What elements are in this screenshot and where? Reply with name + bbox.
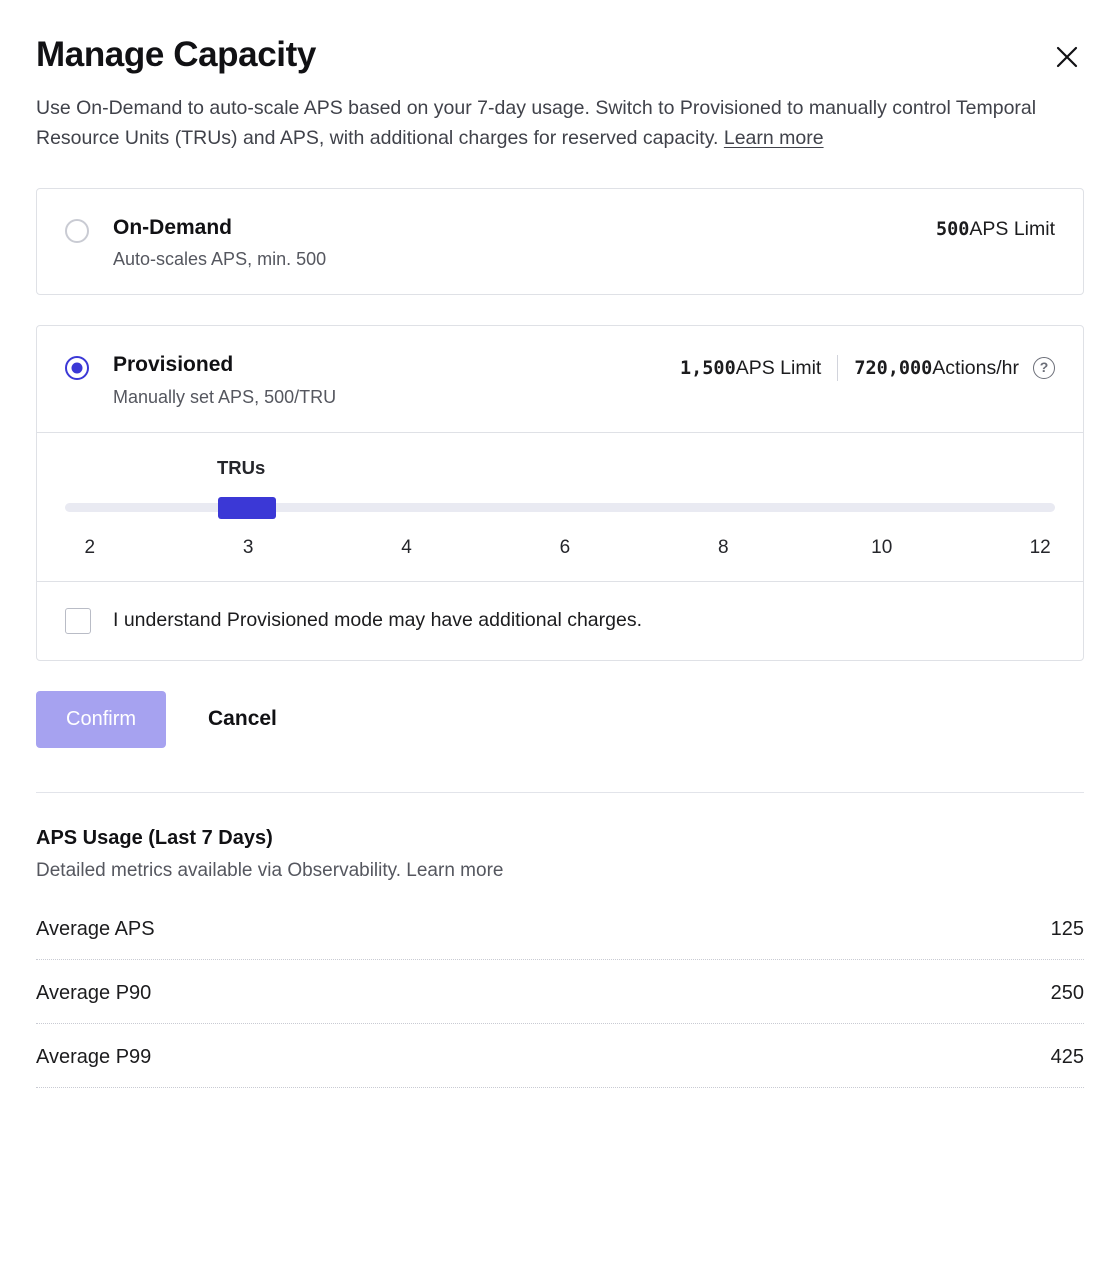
question-mark-icon[interactable]: ?: [1033, 357, 1055, 379]
learn-more-link[interactable]: Learn more: [723, 127, 824, 150]
acknowledge-row[interactable]: [37, 581, 1083, 660]
on-demand-limit-value: 500: [935, 219, 970, 241]
tru-slider-section: [37, 432, 1083, 581]
acknowledge-label: I understand Provisioned mode may have additional charges.: [113, 609, 642, 632]
description-text: Use On-Demand to auto-scale APS based on your 7-day usage. Switch to Provisioned to manually control Temporal Resource Units (TRUs) and APS, with additional charges for reserved capacity.: [36, 96, 1037, 150]
provisioned-limit-value: 1,500: [680, 357, 736, 379]
tru-slider-ticks: [65, 537, 1055, 563]
tru-slider-thumb[interactable]: [218, 497, 276, 519]
close-icon[interactable]: [1050, 40, 1084, 74]
radio-on-demand[interactable]: [65, 219, 89, 243]
dialog-description: [36, 93, 1084, 155]
metric-value: 250: [1050, 981, 1084, 1004]
usage-section-subtitle: Detailed metrics available via Observability. Learn more: [36, 859, 504, 881]
provisioned-text: [113, 352, 680, 407]
provisioned-label: Provisioned: [113, 353, 234, 377]
tru-tick: 3: [242, 536, 254, 558]
metric-label: Average APS: [36, 917, 155, 940]
provisioned-limit-label: APS Limit: [735, 356, 822, 379]
provisioned-row[interactable]: [37, 326, 1083, 431]
tru-tick: 8: [718, 536, 729, 558]
option-card-provisioned[interactable]: [36, 325, 1084, 660]
metric-row: [36, 960, 1084, 1024]
on-demand-description: Auto-scales APS, min. 500: [113, 249, 327, 270]
metric-label: Average P90: [36, 981, 152, 1004]
acknowledge-checkbox[interactable]: [65, 608, 91, 634]
cancel-button[interactable]: Cancel: [202, 706, 283, 732]
on-demand-text: [113, 215, 936, 270]
metric-row: [36, 896, 1084, 960]
dialog-actions: [36, 691, 1084, 748]
on-demand-limit: [936, 218, 1055, 241]
provisioned-actions-value: 720,000: [854, 357, 933, 379]
on-demand-label: On-Demand: [113, 216, 233, 240]
tru-tick: 2: [84, 536, 96, 558]
provisioned-limits: [680, 355, 1055, 381]
on-demand-limit-label: APS Limit: [969, 218, 1055, 241]
vertical-divider: [837, 355, 838, 381]
page-title: Manage Capacity: [36, 35, 316, 74]
confirm-button[interactable]: Confirm: [36, 691, 166, 748]
metric-label: Average P99: [36, 1045, 152, 1068]
metric-value: 125: [1050, 917, 1084, 940]
dialog-header: [36, 36, 1084, 75]
tru-slider-label: TRUs: [217, 456, 266, 478]
tru-slider[interactable]: [65, 495, 1055, 521]
option-card-on-demand[interactable]: [36, 188, 1084, 295]
usage-metrics-list: [36, 896, 1084, 1088]
on-demand-row[interactable]: [37, 189, 1083, 294]
metric-row: [36, 1024, 1084, 1088]
tru-slider-track[interactable]: [65, 503, 1055, 512]
tru-tick: 6: [559, 536, 571, 558]
metric-value: 425: [1050, 1045, 1084, 1068]
tru-tick: 12: [1029, 536, 1051, 558]
radio-provisioned[interactable]: [65, 356, 89, 380]
tru-tick: 4: [401, 536, 412, 558]
provisioned-actions-label: Actions/hr: [932, 356, 1019, 379]
tru-tick: 10: [871, 536, 893, 558]
usage-section-title: APS Usage (Last 7 Days): [36, 826, 273, 849]
section-divider: [36, 792, 1084, 793]
provisioned-description: Manually set APS, 500/TRU: [113, 386, 337, 407]
